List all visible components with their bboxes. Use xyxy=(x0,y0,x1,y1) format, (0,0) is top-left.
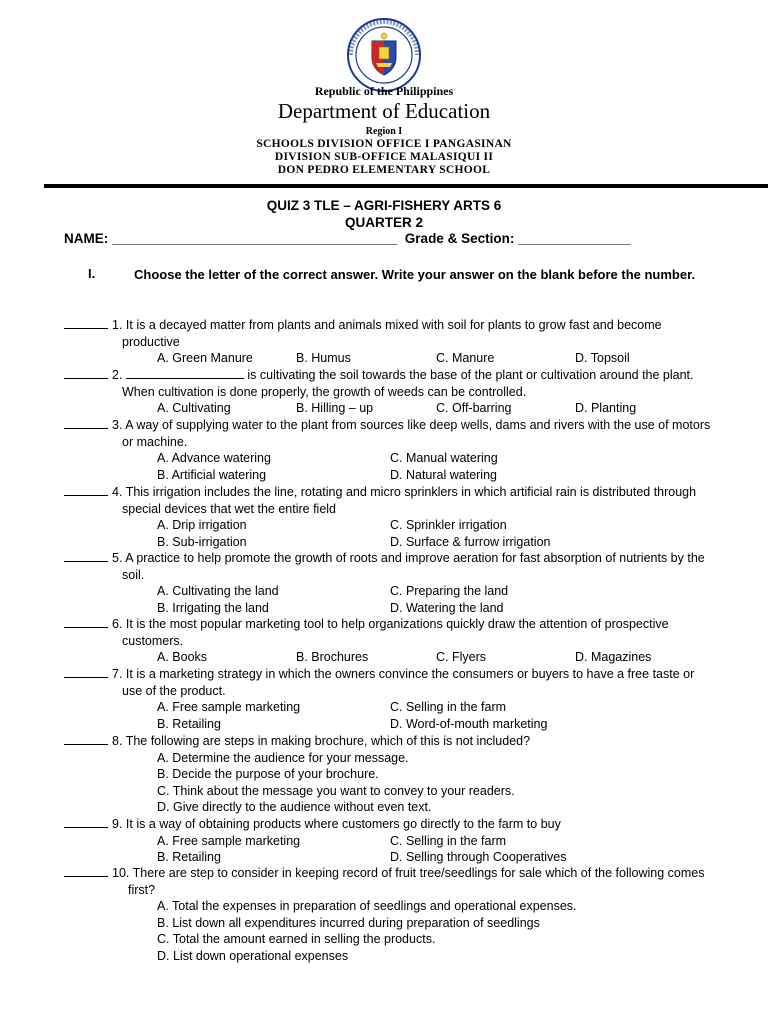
option: D. List down operational expenses xyxy=(157,948,349,963)
question-text: A way of supplying water to the plant from sources like deep wells, dams and rivers with the use of motors or machine. xyxy=(122,418,711,449)
question-3: 3. A way of supplying water to the plant from sources like deep wells, dams and rivers with the use of motors or machine. A. Advance watering C. Manual watering B. Artificial watering D. Natural watering xyxy=(64,417,714,483)
option: A. Books xyxy=(157,650,208,665)
question-text: It is the most popular marketing tool to help organizations quickly draw the attention of prospective customers. xyxy=(122,617,669,648)
answer-blank-6[interactable] xyxy=(64,616,108,628)
question-text: It is a marketing strategy in which the owners convince the consumers or buyers to have a free taste or use of the product. xyxy=(122,667,695,698)
option: B. Decide the purpose of your brochure. xyxy=(157,767,379,782)
option: C. Think about the message you want to convey to your readers. xyxy=(157,783,515,798)
option: C. Manure xyxy=(436,351,495,366)
answer-blank-3[interactable] xyxy=(64,417,108,429)
option: A. Determine the audience for your message. xyxy=(157,750,409,765)
answer-blank-9[interactable] xyxy=(64,816,108,828)
option: C. Sprinkler irrigation xyxy=(390,518,507,533)
quiz-title: QUIZ 3 TLE – AGRI-FISHERY ARTS 6 xyxy=(266,198,502,213)
instruction-text: Choose the letter of the correct answer. Write your answer on the blank before the number. xyxy=(134,267,696,282)
question-8: 8. The following are steps in making brochure, which of this is not included? A. Determine the audience for your message. B. Decide the purpose of your brochure. C. Think about the message you want to convey to your readers. D. Give directly to the audience without even text. xyxy=(64,733,714,816)
question-10: 10. There are step to consider in keeping record of fruit tree/seedlings for sale which of the following comes first? A. Total the expenses in preparation of seedlings and operational expenses. B. List down all expenditures incurred during preparation of seedlings C. Total the amount earned in selling the products. D. List down operational expenses xyxy=(64,865,714,965)
question-2: 2. is cultivating the soil towards the base of the plant or cultivation around the plant. When cultivation is done properly, the growth of weeds can be controlled. A. Cultivating B. Hilling – up C. Off-barring D. Planting xyxy=(64,367,714,417)
sub-office-line: DIVISION SUB-OFFICE MALASIQUI II xyxy=(274,151,494,163)
answer-blank-1[interactable] xyxy=(64,317,108,329)
option: A. Cultivating the land xyxy=(157,584,279,599)
division-office-line: SCHOOLS DIVISION OFFICE I PANGASINAN xyxy=(256,138,512,150)
option: A. Total the expenses in preparation of seedlings and operational expenses. xyxy=(157,899,577,914)
option: A. Free sample marketing xyxy=(157,833,301,848)
instruction-number: I. xyxy=(88,266,96,281)
option: B. List down all expenditures incurred during preparation of seedlings xyxy=(157,915,540,930)
option: D. Word-of-mouth marketing xyxy=(390,716,548,731)
deped-seal-logo xyxy=(346,17,422,93)
answer-blank-4[interactable] xyxy=(64,484,108,496)
option: C. Total the amount earned in selling the products. xyxy=(157,932,436,947)
option: C. Preparing the land xyxy=(390,584,509,599)
inline-fill-blank[interactable] xyxy=(126,367,244,379)
option: B. Hilling – up xyxy=(296,401,374,416)
question-1: 1. It is a decayed matter from plants and animals mixed with soil for plants to grow fast and become productive A. Green Manure B. Humus C. Manure D. Topsoil xyxy=(64,317,714,367)
option: D. Give directly to the audience without even text. xyxy=(157,800,432,815)
question-7: 7. It is a marketing strategy in which the owners convince the consumers or buyers to have a free taste or use of the product. A. Free sample marketing C. Selling in the farm B. Retailing D. Word-of-mouth marketing xyxy=(64,666,714,732)
region-line: Region I xyxy=(365,126,403,137)
option: A. Green Manure xyxy=(157,351,253,366)
option: D. Selling through Cooperatives xyxy=(390,850,567,865)
option: B. Retailing xyxy=(157,850,221,865)
question-text: The following are steps in making brochure, which of this is not included? xyxy=(125,734,531,748)
option: B. Sub-irrigation xyxy=(157,534,247,549)
header-divider xyxy=(44,184,768,188)
answer-blank-10[interactable] xyxy=(64,865,108,877)
option: B. Retailing xyxy=(157,716,221,731)
option: C. Manual watering xyxy=(390,451,498,466)
question-5: 5. A practice to help promote the growth of roots and improve aeration for fast absorption of nutrients by the soil. A. Cultivating the land C. Preparing the land B. Irrigating the land D. Watering the land xyxy=(64,550,714,616)
question-text: It is a way of obtaining products where customers go directly to the farm to buy xyxy=(125,817,561,831)
question-text: It is a decayed matter from plants and animals mixed with soil for plants to grow fast and become productive xyxy=(122,318,662,349)
option: C. Off-barring xyxy=(436,401,512,416)
option: C. Flyers xyxy=(436,650,486,665)
option: D. Magazines xyxy=(575,650,652,665)
question-6: 6. It is the most popular marketing tool to help organizations quickly draw the attention of prospective customers. A. Books B. Brochures C. Flyers D. Magazines xyxy=(64,616,714,666)
option: C. Selling in the farm xyxy=(390,700,507,715)
option: D. Topsoil xyxy=(575,351,630,366)
name-grade-section-line[interactable]: NAME: ______________________________________ Grade & Section: _______________ xyxy=(64,231,631,246)
option: D. Surface & furrow irrigation xyxy=(390,534,551,549)
question-text: A practice to help promote the growth of roots and improve aeration for fast absorption of nutrients by the soil. xyxy=(122,551,705,582)
question-text: There are step to consider in keeping record of fruit tree/seedlings for sale which of the following comes first? xyxy=(128,866,705,897)
option: A. Drip irrigation xyxy=(157,518,247,533)
option: D. Natural watering xyxy=(390,467,497,482)
department-title: Department of Education xyxy=(277,99,491,123)
question-4: 4. This irrigation includes the line, rotating and micro sprinklers in which artificial rain is distributed through special devices that wet the entire field A. Drip irrigation C. Sprinkler irrigation B. Sub-irrigation D. Surface & furrow irrigation xyxy=(64,484,714,550)
quiz-quarter: QUARTER 2 xyxy=(344,215,423,230)
question-9: 9. It is a way of obtaining products where customers go directly to the farm to buy A. Free sample marketing C. Selling in the farm B. Retailing D. Selling through Cooperatives xyxy=(64,816,714,866)
option: B. Humus xyxy=(296,351,351,366)
question-text: This irrigation includes the line, rotating and micro sprinklers in which artificial rain is distributed through special devices that wet the entire field xyxy=(122,485,697,516)
option: B. Irrigating the land xyxy=(157,600,269,615)
answer-blank-2[interactable] xyxy=(64,367,108,379)
option: B. Brochures xyxy=(296,650,369,665)
answer-blank-5[interactable] xyxy=(64,550,108,562)
republic-line: Republic of the Philippines xyxy=(314,84,454,98)
answer-blank-7[interactable] xyxy=(64,666,108,678)
option: B. Artificial watering xyxy=(157,467,267,482)
option: D. Watering the land xyxy=(390,600,504,615)
school-name-line: DON PEDRO ELEMENTARY SCHOOL xyxy=(277,164,491,176)
option: D. Planting xyxy=(575,401,637,416)
question-text: is cultivating the soil towards the base of the plant or cultivation around the plant. When cultivation is done properly, the growth of weeds can be controlled. xyxy=(122,368,694,399)
option: A. Free sample marketing xyxy=(157,700,301,715)
option: A. Cultivating xyxy=(157,401,231,416)
option: C. Selling in the farm xyxy=(390,833,507,848)
answer-blank-8[interactable] xyxy=(64,733,108,745)
option: A. Advance watering xyxy=(157,451,271,466)
